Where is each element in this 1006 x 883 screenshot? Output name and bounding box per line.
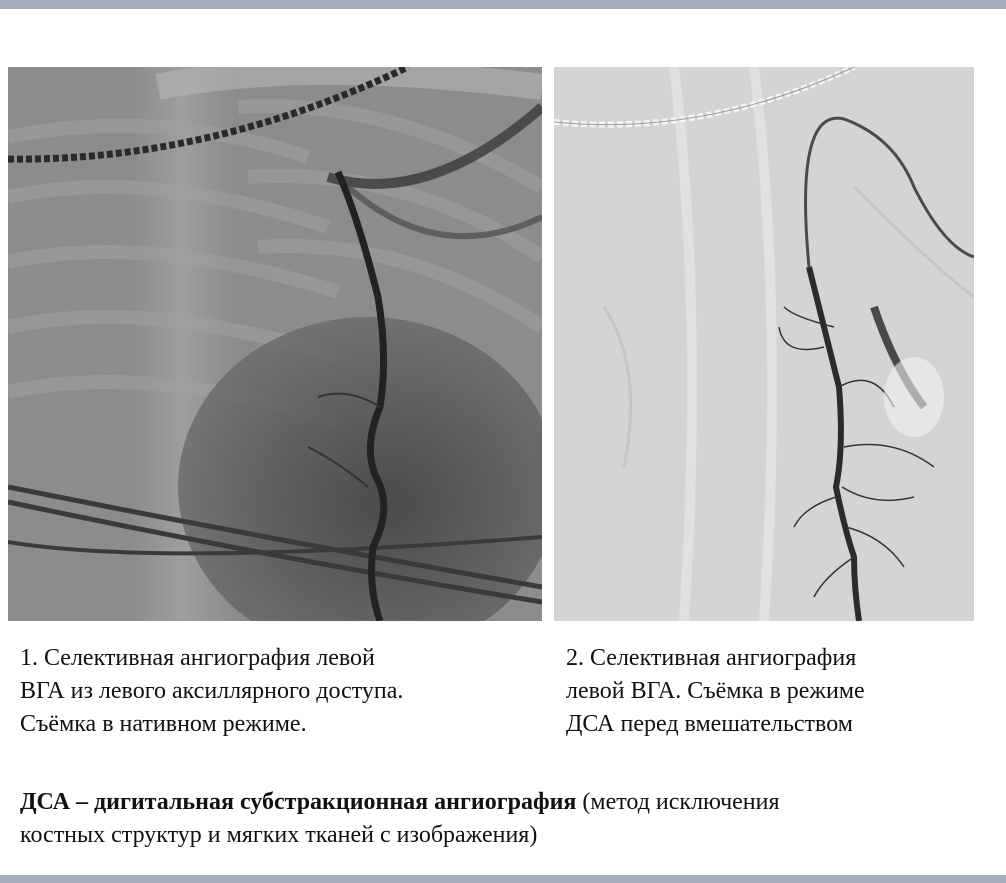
dsa-term: ДСА – дигитальная субстракционная ангиография [20, 789, 577, 815]
top-accent-bar [0, 0, 1006, 9]
native-angiography-image [8, 67, 542, 621]
caption-line: 1. Селективная ангиография левой [20, 645, 375, 671]
caption-line: ВГА из левого аксиллярного доступа. [20, 678, 404, 704]
caption-dsa [566, 642, 996, 741]
caption-line: 2. Селективная ангиография [566, 645, 857, 671]
dsa-definition [20, 786, 980, 852]
dsa-definition-text: (метод исключения [576, 789, 780, 815]
caption-native [20, 642, 540, 741]
dsa-angiography-image [554, 67, 974, 621]
caption-line: Съёмка в нативном режиме. [20, 711, 307, 737]
dsa-definition-text-line2: костных структур и мягких тканей с изображения) [20, 822, 538, 848]
caption-line: левой ВГА. Съёмка в режиме [566, 678, 865, 704]
caption-line: ДСА перед вмешательством [566, 711, 853, 737]
bottom-accent-bar [0, 875, 1006, 883]
